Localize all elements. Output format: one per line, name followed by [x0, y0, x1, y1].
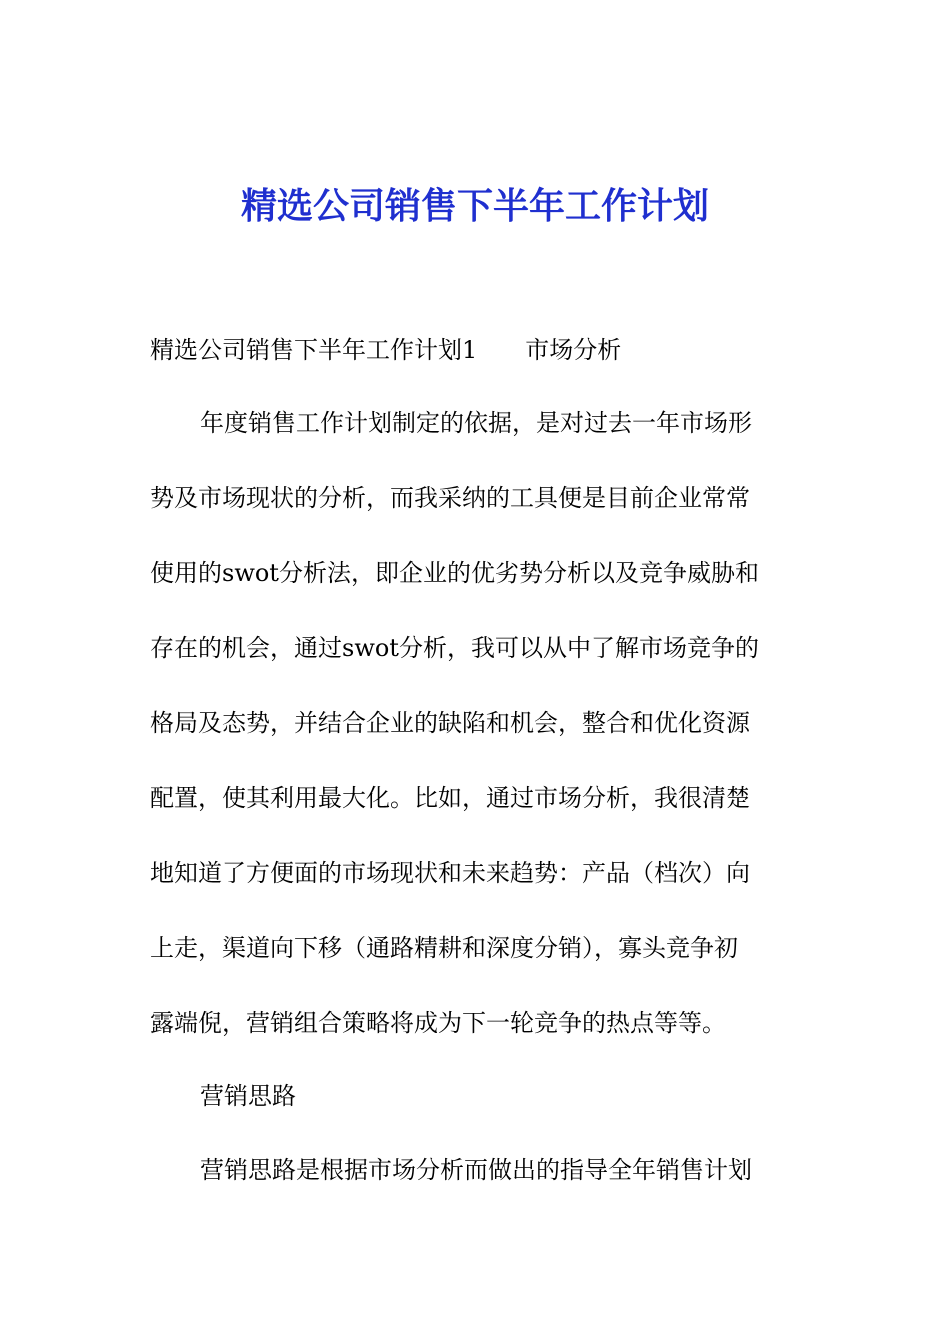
document-title: 精选公司销售下半年工作计划 — [240, 185, 709, 227]
paragraph-line: 配置，使其利用最大化。比如，通过市场分析，我很清楚 — [150, 784, 750, 812]
paragraph-line: 存在的机会，通过swot分析，我可以从中了解市场竞争的 — [150, 634, 759, 662]
section-heading-marketing-ideas: 营销思路 — [200, 1082, 296, 1110]
paragraph-marketing-ideas — [150, 1133, 800, 1208]
paragraph-market-analysis — [150, 386, 800, 1061]
paragraph-line: 露端倪，营销组合策略将成为下一轮竞争的热点等等。 — [150, 1009, 726, 1037]
section-subhead — [150, 330, 621, 370]
subhead-label: 精选公司销售下半年工作计划1 — [150, 336, 478, 364]
paragraph-line: 地知道了方便面的市场现状和未来趋势：产品（档次）向 — [150, 859, 750, 887]
paragraph-line: 势及市场现状的分析，而我采纳的工具便是目前企业常常 — [150, 484, 750, 512]
paragraph-line: 营销思路是根据市场分析而做出的指导全年销售计划 — [200, 1156, 752, 1184]
paragraph-line: 上走，渠道向下移（通路精耕和深度分销），寡头竞争初 — [150, 934, 738, 962]
paragraph-line: 使用的swot分析法，即企业的优劣势分析以及竞争威胁和 — [150, 559, 759, 587]
subhead-section: 市场分析 — [525, 336, 622, 364]
paragraph-line: 年度销售工作计划制定的依据，是对过去一年市场形 — [200, 409, 752, 437]
paragraph-line: 格局及态势，并结合企业的缺陷和机会，整合和优化资源 — [150, 709, 750, 737]
